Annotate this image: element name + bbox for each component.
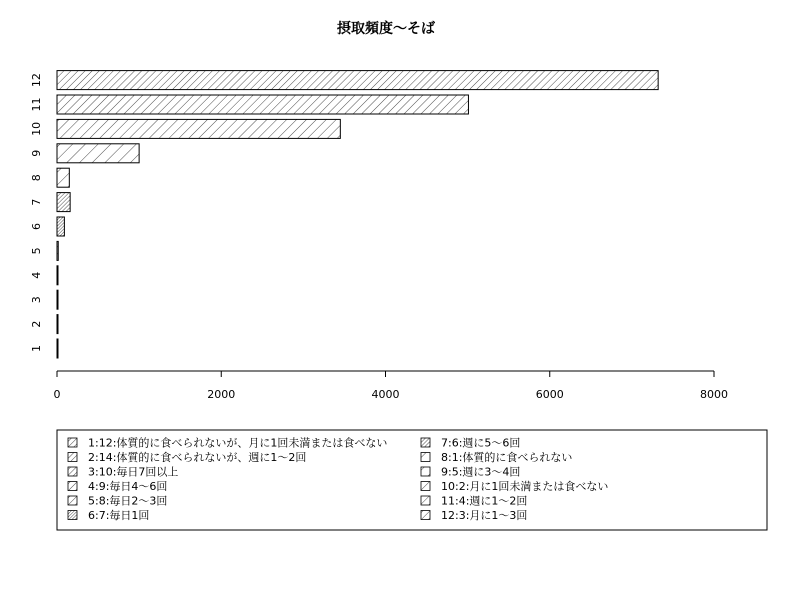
legend-label: 9:5:週に3～4回 xyxy=(441,465,521,479)
legend-swatch xyxy=(68,453,77,462)
category-tick-label: 1 xyxy=(30,345,43,352)
bar xyxy=(57,193,70,212)
legend-swatch xyxy=(68,496,77,505)
x-axis-tick-label: 6000 xyxy=(535,388,564,401)
bar xyxy=(57,144,139,163)
category-tick-label: 2 xyxy=(30,320,43,328)
category-tick-label: 7 xyxy=(30,198,43,206)
legend-swatch xyxy=(68,511,77,520)
category-tick-label: 10 xyxy=(30,121,43,136)
legend-swatch xyxy=(421,511,430,520)
category-tick-label: 11 xyxy=(30,97,43,112)
bar xyxy=(57,168,69,187)
bar xyxy=(57,217,64,236)
legend-label: 7:6:週に5～6回 xyxy=(441,436,521,450)
category-tick-label: 5 xyxy=(30,247,43,255)
category-tick-label: 9 xyxy=(30,149,43,157)
x-axis-tick-label: 8000 xyxy=(700,388,728,401)
legend-label: 8:1:体質的に食べられない xyxy=(441,451,573,464)
bar xyxy=(57,119,340,138)
chart-title: 摂取頻度～そば xyxy=(337,21,435,37)
legend-label: 2:14:体質的に食べられないが、週に1～2回 xyxy=(88,451,307,464)
legend-label: 3:10:毎日7回以上 xyxy=(88,465,179,479)
bar xyxy=(57,266,58,285)
legend-swatch xyxy=(421,438,430,447)
category-tick-label: 4 xyxy=(30,271,43,279)
legend-label: 10:2:月に1回未満または食べない xyxy=(441,480,609,493)
category-tick-label: 8 xyxy=(30,174,43,182)
legend-swatch xyxy=(68,467,77,476)
legend-swatch xyxy=(68,482,77,491)
legend-label: 6:7:毎日1回 xyxy=(88,509,150,522)
legend-label: 11:4:週に1～2回 xyxy=(441,494,528,508)
legend-swatch xyxy=(421,482,430,491)
x-axis-tick-label: 4000 xyxy=(371,388,400,401)
legend-label: 4:9:毎日4～6回 xyxy=(88,480,168,493)
legend-label: 1:12:体質的に食べられないが、月に1回未満または食べない xyxy=(88,436,388,450)
bar xyxy=(57,339,58,358)
bar xyxy=(57,71,658,90)
legend-label: 5:8:毎日2～3回 xyxy=(88,494,168,508)
bar xyxy=(57,290,58,309)
legend-swatch xyxy=(421,467,430,476)
x-axis-tick-label: 0 xyxy=(53,388,61,401)
legend-swatch xyxy=(421,496,430,505)
bar xyxy=(57,241,58,260)
bar xyxy=(57,315,58,334)
category-tick-label: 6 xyxy=(30,223,43,230)
category-tick-label: 12 xyxy=(30,73,43,88)
bar xyxy=(57,95,468,114)
legend-swatch xyxy=(68,438,77,447)
legend-label: 12:3:月に1～3回 xyxy=(441,509,528,522)
legend-swatch xyxy=(421,453,430,462)
category-tick-label: 3 xyxy=(30,296,43,304)
x-axis-tick-label: 2000 xyxy=(207,388,236,401)
